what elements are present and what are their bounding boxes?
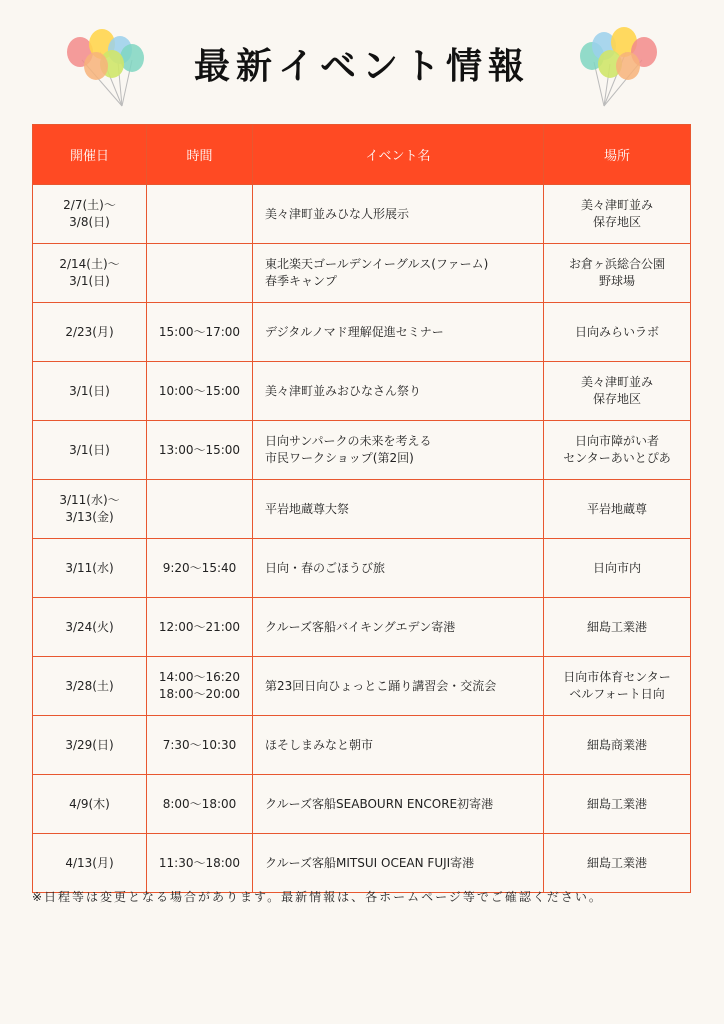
table-row — [33, 185, 691, 244]
cell-time — [147, 185, 253, 244]
cell-time: 13:00〜15:00 — [147, 421, 253, 480]
cell-event-name: クルーズ客船MITSUI OCEAN FUJI寄港 — [253, 834, 544, 893]
table-header-row — [33, 125, 691, 185]
cell-event-name: 第23回日向ひょっとこ踊り講習会・交流会 — [253, 657, 544, 716]
table-row — [33, 775, 691, 834]
cell-place: 日向市内 — [544, 539, 691, 598]
cell-place: 細島商業港 — [544, 716, 691, 775]
cell-time: 8:00〜18:00 — [147, 775, 253, 834]
cell-event-name: クルーズ客船バイキングエデン寄港 — [253, 598, 544, 657]
cell-time — [147, 244, 253, 303]
cell-event-name: 日向サンパークの未来を考える 市民ワークショップ(第2回) — [253, 421, 544, 480]
cell-place: 細島工業港 — [544, 598, 691, 657]
cell-date: 3/1(日) — [33, 421, 147, 480]
table-row — [33, 303, 691, 362]
cell-date: 2/7(土)〜 3/8(日) — [33, 185, 147, 244]
table-row — [33, 362, 691, 421]
header-date: 開催日 — [33, 125, 147, 185]
table-row — [33, 834, 691, 893]
cell-date: 3/28(土) — [33, 657, 147, 716]
cell-event-name: 平岩地蔵尊大祭 — [253, 480, 544, 539]
cell-place: 美々津町並み 保存地区 — [544, 362, 691, 421]
cell-time: 14:00〜16:20 18:00〜20:00 — [147, 657, 253, 716]
cell-date: 3/11(水)〜 3/13(金) — [33, 480, 147, 539]
cell-date: 4/13(月) — [33, 834, 147, 893]
cell-date: 4/9(木) — [33, 775, 147, 834]
table-row — [33, 598, 691, 657]
cell-event-name: 美々津町並みおひなさん祭り — [253, 362, 544, 421]
cell-place: 細島工業港 — [544, 775, 691, 834]
cell-place: 細島工業港 — [544, 834, 691, 893]
cell-event-name: 東北楽天ゴールデンイーグルス(ファーム) 春季キャンプ — [253, 244, 544, 303]
events-table — [32, 124, 691, 893]
footnote: ※日程等は変更となる場合があります。最新情報は、各ホームページ等でご確認ください。 — [32, 890, 603, 904]
cell-date: 3/24(火) — [33, 598, 147, 657]
cell-time: 7:30〜10:30 — [147, 716, 253, 775]
cell-event-name: デジタルノマド理解促進セミナー — [253, 303, 544, 362]
cell-date: 3/29(日) — [33, 716, 147, 775]
table-row — [33, 716, 691, 775]
cell-time: 11:30〜18:00 — [147, 834, 253, 893]
header-place: 場所 — [544, 125, 691, 185]
cell-place: 平岩地蔵尊 — [544, 480, 691, 539]
header-event-name: イベント名 — [253, 125, 544, 185]
table-row — [33, 657, 691, 716]
cell-event-name: クルーズ客船SEABOURN ENCORE初寄港 — [253, 775, 544, 834]
cell-time: 10:00〜15:00 — [147, 362, 253, 421]
cell-time: 9:20〜15:40 — [147, 539, 253, 598]
page-title: 最新イベント情報 — [193, 46, 530, 87]
cell-event-name: 美々津町並みひな人形展示 — [253, 185, 544, 244]
cell-place: 日向市体育センター ベルフォート日向 — [544, 657, 691, 716]
cell-time: 12:00〜21:00 — [147, 598, 253, 657]
header-time: 時間 — [147, 125, 253, 185]
cell-date: 2/23(月) — [33, 303, 147, 362]
cell-place: お倉ヶ浜総合公園 野球場 — [544, 244, 691, 303]
cell-place: 日向市障がい者 センターあいとぴあ — [544, 421, 691, 480]
cell-time — [147, 480, 253, 539]
cell-event-name: 日向・春のごほうび旅 — [253, 539, 544, 598]
table-row — [33, 244, 691, 303]
cell-date: 3/1(日) — [33, 362, 147, 421]
cell-place: 美々津町並み 保存地区 — [544, 185, 691, 244]
table-row — [33, 421, 691, 480]
table-row — [33, 480, 691, 539]
table-row — [33, 539, 691, 598]
cell-date: 2/14(土)〜 3/1(日) — [33, 244, 147, 303]
cell-time: 15:00〜17:00 — [147, 303, 253, 362]
cell-date: 3/11(水) — [33, 539, 147, 598]
cell-event-name: ほそしまみなと朝市 — [253, 716, 544, 775]
cell-place: 日向みらいラボ — [544, 303, 691, 362]
